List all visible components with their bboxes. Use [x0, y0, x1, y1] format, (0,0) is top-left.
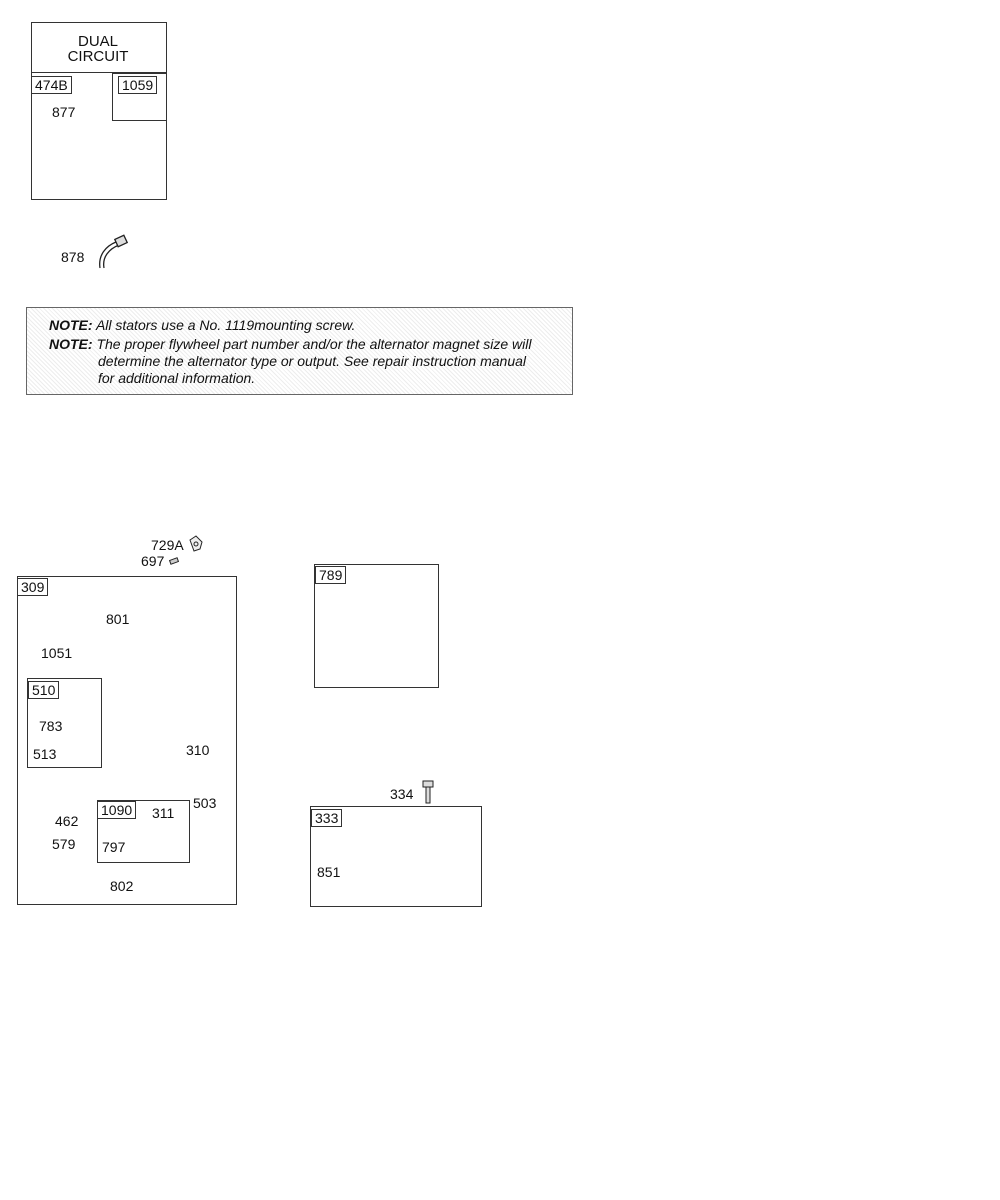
note-line-1: [49, 317, 355, 334]
note-text-1: All stators use a No. 1119mounting screw.: [95, 317, 356, 333]
ignition-bolt-icon: [423, 781, 433, 803]
stator-hardware-tag: 1059: [118, 76, 157, 94]
end-plate-label: 802: [110, 878, 134, 894]
brush-kit-tag: 1090: [97, 801, 136, 819]
small-screw-label: 697: [141, 553, 165, 569]
end-cap-label: 801: [106, 611, 130, 627]
note-text-2: The proper flywheel part number and/or the alternator magnet size will: [96, 336, 532, 352]
brush-label: 797: [102, 839, 126, 855]
harness-assembly-tag: 789: [315, 566, 346, 584]
ignition-bolt-label: 334: [390, 786, 414, 802]
bracket-label: 503: [193, 795, 217, 811]
lead-label: 878: [61, 249, 85, 265]
drive-kit-tag: 510: [28, 681, 59, 699]
stator-assembly-tag: 474B: [31, 76, 72, 94]
pinion-label: 783: [39, 718, 63, 734]
note-text-3: determine the alternator type or output. See repair instruction manual: [98, 353, 527, 369]
ground-clip-label: 851: [317, 864, 341, 880]
note-prefix-2: NOTE:: [49, 336, 93, 352]
wire-lead-icon: [100, 235, 128, 268]
connector-label: 877: [52, 104, 76, 120]
retainer-label: 1051: [41, 645, 73, 661]
note-text-4: for additional information.: [98, 370, 256, 386]
brush-plate-label: 311: [152, 805, 175, 821]
stator-title-line2: CIRCUIT: [67, 48, 129, 65]
small-screw-icon: [170, 558, 179, 564]
nut-label: 579: [52, 836, 76, 852]
note-prefix-1: NOTE:: [49, 317, 93, 333]
note-line-2: [49, 336, 531, 353]
note-panel: [26, 307, 573, 395]
ignition-assembly-tag: 333: [311, 809, 342, 827]
drive-nut-label: 513: [33, 746, 57, 762]
starter-assembly-tag: 309: [17, 578, 48, 596]
stator-title-line1: DUAL: [77, 33, 118, 50]
tab-washer-label: 729A: [151, 537, 184, 553]
tab-washer-icon: [190, 536, 202, 551]
washer-label: 462: [55, 813, 79, 829]
housing-label: 310: [186, 742, 210, 758]
